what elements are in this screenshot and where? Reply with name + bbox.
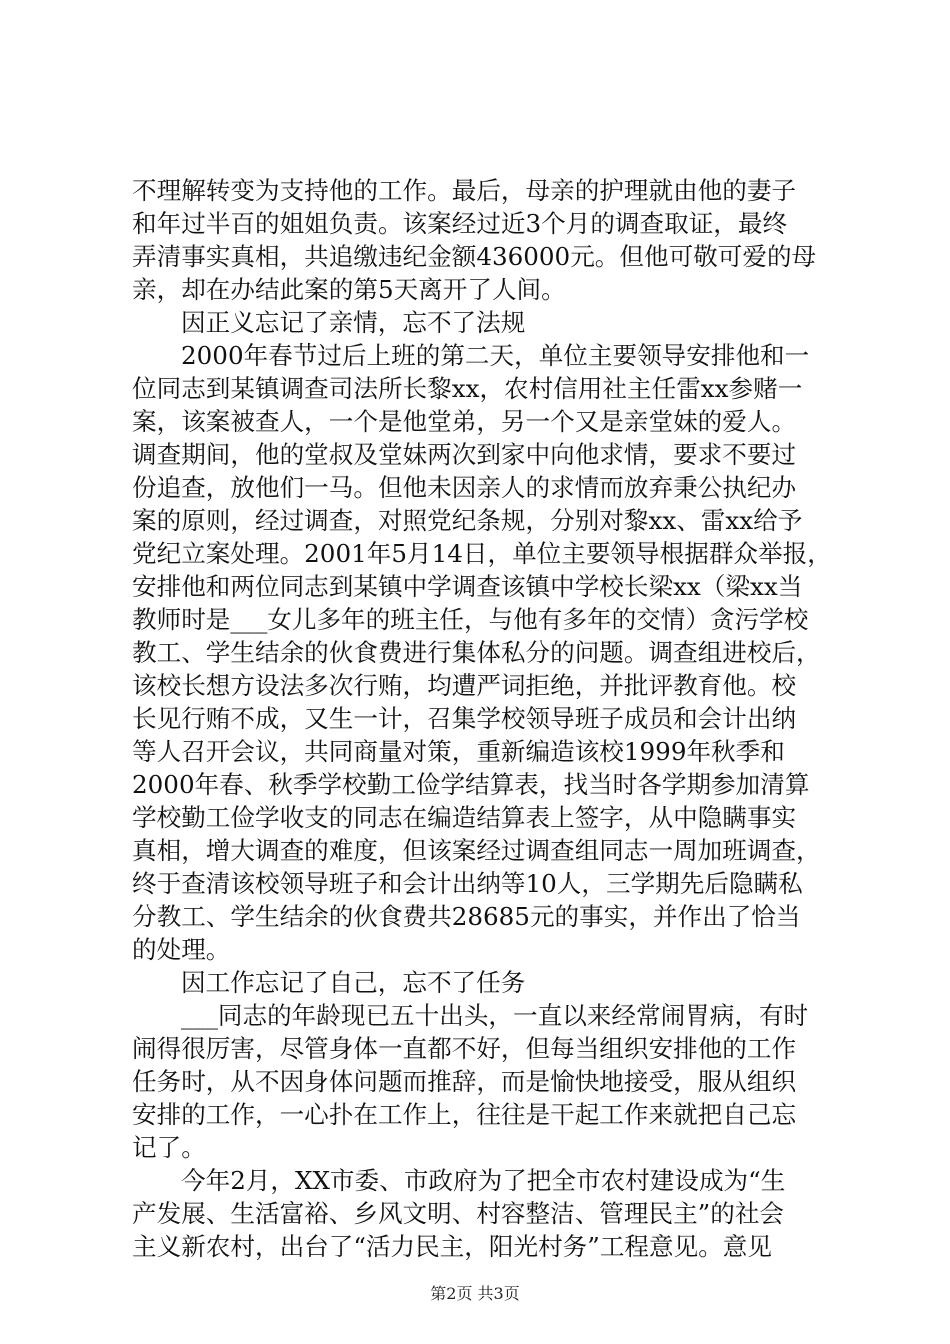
body-text-line: 党纪立案处理。2001年5月14日，单位主要领导根据群众举报， <box>132 539 832 568</box>
body-text-line: 位同志到某镇调查司法所长黎xx，农村信用社主任雷xx参赌一 <box>132 374 803 403</box>
body-text-line: 的处理。 <box>132 935 231 964</box>
body-text-line: ___同志的年龄现已五十出头，一直以来经常闹胃病，有时 <box>181 1001 809 1030</box>
body-text-line: 和年过半百的姐姐负责。该案经过近3个月的调查取证，最终 <box>132 209 788 238</box>
body-text-line: 安排的工作，一心扑在工作上，往往是干起工作来就把自己忘 <box>132 1100 797 1129</box>
body-text-line: 不理解转变为支持他的工作。最后，母亲的护理就由他的妻子 <box>132 176 797 205</box>
body-text-line: 该校长想方设法多次行贿，均遭严词拒绝，并批评教育他。校 <box>132 671 797 700</box>
body-text-line: 教师时是___女儿多年的班主任，与他有多年的交情）贪污学校 <box>132 605 809 634</box>
body-text-line: 真相，增大调查的难度，但该案经过调查组同志一周加班调查， <box>132 836 821 865</box>
body-text-line: 等人召开会议，共同商量对策，重新编造该校1999年秋季和 <box>132 737 785 766</box>
body-text-line: 任务时，从不因身体问题而推辞，而是愉快地接受，服从组织 <box>132 1067 797 1096</box>
section-heading: 因正义忘记了亲情，忘不了法规 <box>181 308 526 337</box>
body-text-line: 调查期间，他的堂叔及堂妹两次到家中向他求情，要求不要过 <box>132 440 797 469</box>
body-text-line: 长见行贿不成，又生一计，召集学校领导班子成员和会计出纳 <box>132 704 797 733</box>
section-heading: 因工作忘记了自己，忘不了任务 <box>181 968 526 997</box>
body-text-line: 学校勤工俭学收支的同志在编造结算表上签字，从中隐瞒事实 <box>132 803 797 832</box>
body-text-line: 弄清事实真相，共追缴违纪金额436000元。但他可敬可爱的母 <box>132 242 817 271</box>
body-text-line: 今年2月，XX市委、市政府为了把全市农村建设成为“生 <box>181 1166 786 1195</box>
body-text-line: 亲，却在办结此案的第5天离开了人间。 <box>132 275 566 304</box>
body-text-line: 产发展、生活富裕、乡风文明、村容整洁、管理民主”的社会 <box>132 1199 785 1228</box>
body-text-line: 2000年春节过后上班的第二天，单位主要领导安排他和一 <box>181 341 810 370</box>
body-text-line: 记了。 <box>132 1133 206 1162</box>
body-text-line: 案，该案被查人，一个是他堂弟，另一个又是亲堂妹的爱人。 <box>132 407 797 436</box>
body-text-line: 案的原则，经过调查，对照党纪条规，分别对黎xx、雷xx给予 <box>132 506 803 535</box>
body-text-line: 分教工、学生结余的伙食费共28685元的事实，并作出了恰当 <box>132 902 801 931</box>
body-text-line: 教工、学生结余的伙食费进行集体私分的问题。调查组进校后， <box>132 638 821 667</box>
body-text-line: 闹得很厉害，尽管身体一直都不好，但每当组织安排他的工作 <box>132 1034 797 1063</box>
body-text-line: 终于查清该校领导班子和会计出纳等10人，三学期先后隐瞒私 <box>132 869 803 898</box>
body-text-line: 主义新农村，出台了“活力民主，阳光村务”工程意见。意见 <box>132 1232 772 1261</box>
body-text-line: 2000年春、秋季学校勤工俭学结算表，找当时各学期参加清算 <box>132 770 810 799</box>
page-footer: 第2页 共3页 <box>430 1284 520 1303</box>
body-text-line: 份追查，放他们一马。但他未因亲人的求情而放弃秉公执纪办 <box>132 473 797 502</box>
body-text-line: 安排他和两位同志到某镇中学调查该镇中学校长梁xx（梁xx当 <box>132 572 803 601</box>
